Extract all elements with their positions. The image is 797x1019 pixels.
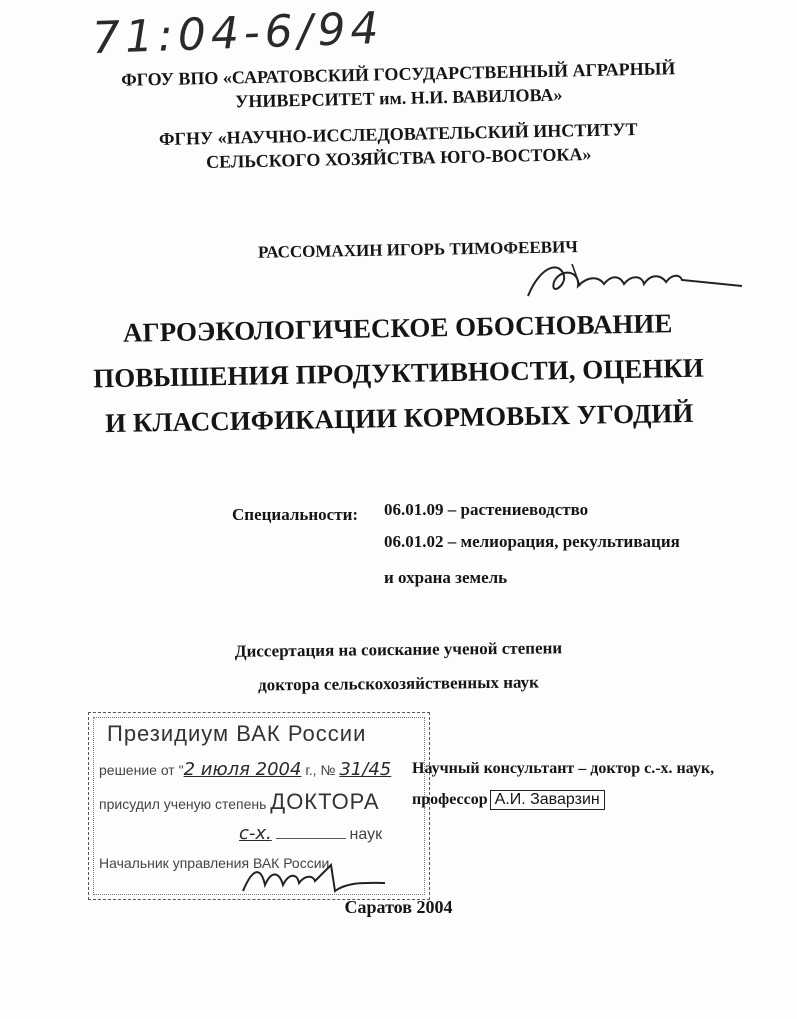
dissertation-degree-line-2: доктора сельскохозяйственных наук [257, 672, 540, 695]
title-line-3: И КЛАССИФИКАЦИИ КОРМОВЫХ УГОДИЙ [104, 397, 694, 439]
org1-line1: ФГОУ ВПО «САРАТОВСКИЙ ГОСУДАРСТВЕННЫЙ АГРАРНЫЙ [120, 58, 676, 90]
author-name: РАССОМАХИН ИГОРЬ ТИМОФЕЕВИЧ [257, 237, 578, 262]
stamp-science-row [99, 823, 382, 844]
title-line-2: ПОВЫШЕНИЯ ПРОДУКТИВНОСТИ, ОЦЕНКИ [92, 352, 705, 394]
title-line-1: АГРОЭКОЛОГИЧЕСКОЕ ОБОСНОВАНИЕ [122, 308, 673, 348]
author-signature-icon [520, 256, 750, 304]
consultant-prefix: профессор [412, 791, 488, 808]
org2-line1: ФГНУ «НАУЧНО-ИССЛЕДОВАТЕЛЬСКИЙ ИНСТИТУТ [158, 118, 638, 150]
stamp-science-hand: с-х. [239, 823, 272, 844]
stamp-decision-label: решение от " [99, 762, 184, 778]
specialty-line-2: 06.01.02 – мелиорация, рекультивация [384, 532, 680, 551]
stamp-degree-label: присудил ученую степень [99, 796, 267, 812]
dissertation-degree-line-1: Диссертация на соискание ученой степени [234, 638, 563, 661]
scientific-consultant: Научный консультант – доктор с.-х. наук, [412, 760, 715, 777]
stamp-decision-row [99, 759, 391, 780]
consultant-professor-row [412, 790, 605, 810]
stamp-degree-row [99, 789, 380, 815]
stamp-science-end: наук [349, 826, 383, 843]
organization-block-2 [0, 114, 797, 179]
specialty-line-1: 06.01.09 – растениеводство [384, 500, 589, 519]
org2-line2: СЕЛЬСКОГО ХОЗЯЙСТВА ЮГО-ВОСТОКА» [205, 143, 592, 173]
specialties-label: Специальности: [232, 505, 359, 524]
stamp-degree: ДОКТОРА [270, 789, 380, 814]
stamp-decision-num-label: г., № [305, 762, 336, 778]
consultant-name: А.И. Заварзин [490, 790, 605, 810]
stamp-head-row: Начальник управления ВАК России [99, 855, 330, 871]
stamp-decision-date: 2 июля 2004 [183, 759, 302, 780]
handwritten-archive-number: 71:04-6/94 [91, 2, 385, 65]
specialty-line-3: и охрана земель [384, 568, 508, 587]
stamp-decision-number: 31/45 [339, 759, 392, 780]
stamp-title: Президиум ВАК России [107, 721, 367, 746]
organization-block-1 [0, 54, 797, 119]
vak-approval-stamp [88, 712, 430, 900]
dissertation-title [0, 299, 797, 448]
org1-line2: УНИВЕРСИТЕТ им. Н.И. ВАВИЛОВА» [234, 84, 563, 112]
stamp-signature-icon [239, 861, 389, 897]
city-year: Саратов 2004 [344, 897, 453, 917]
